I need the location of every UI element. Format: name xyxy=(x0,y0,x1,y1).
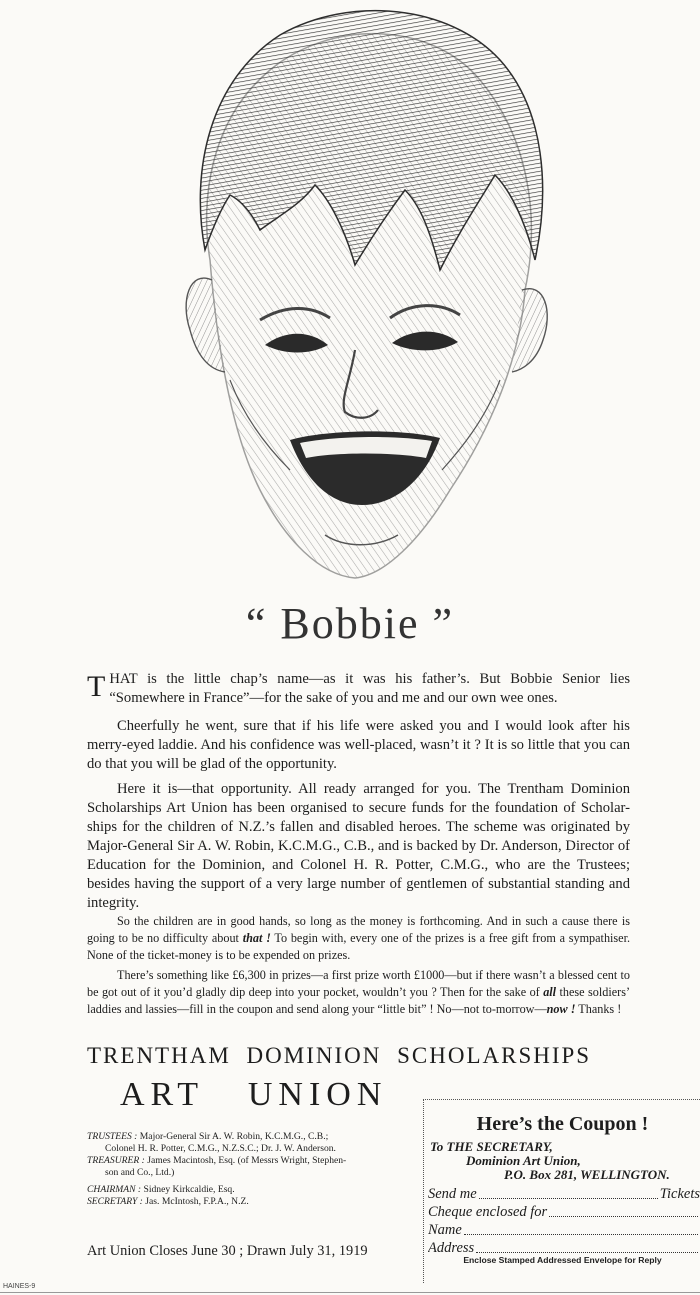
address-dots[interactable] xyxy=(476,1251,698,1253)
name-dots[interactable] xyxy=(464,1233,698,1235)
paragraph-1-text: HAT is the little chap’s name—as it was his father’s. But Bobbie Senior lies “Somewhere in France”—for the sake of you and me and our own wee ones. xyxy=(109,671,630,706)
bobbie-portrait xyxy=(150,0,570,600)
paragraph-4-emph: that ! xyxy=(242,931,271,945)
trustees-role: TRUSTEES : xyxy=(87,1131,138,1142)
paragraph-4-before: So the children are in good hands, so long as the money is forthcoming. And in such a cause there is going to be no difficulty about xyxy=(87,914,630,945)
tickets-label: Tickets xyxy=(659,1186,700,1202)
closing-date: Art Union Closes June 30 ; Drawn July 31, 1919 xyxy=(87,1243,368,1259)
coupon-form xyxy=(423,1099,700,1283)
coupon-address-block xyxy=(430,1140,670,1182)
cheque-field[interactable] xyxy=(428,1204,700,1221)
send-me-label: Send me xyxy=(428,1186,477,1202)
chairman-role: CHAIRMAN : xyxy=(87,1184,142,1195)
coupon-note: Enclose Stamped Addressed Envelope for Reply xyxy=(463,1255,662,1265)
name-field[interactable] xyxy=(428,1222,700,1239)
coupon-org: Dominion Art Union, xyxy=(466,1153,581,1168)
footer-mark: HAINES-9 xyxy=(3,1283,36,1290)
send-me-field[interactable] xyxy=(428,1186,700,1203)
paragraph-5 xyxy=(87,967,630,1029)
paragraph-2 xyxy=(87,717,630,785)
paragraph-5-middle: these soldiers’ laddies and lassies—fill in the coupon and send along your “little bit” ! No—not to-morrow— xyxy=(87,985,631,1016)
treasurer-role: TREASURER : xyxy=(87,1155,145,1166)
coupon-title: Here’s the Coupon ! xyxy=(476,1113,649,1135)
paragraph-3-text: Here it is—that opportunity. All ready arranged for you. The Trentham Dominion Scholarships Art Union has been organised to secure funds for the foundation of Scholar-ships for the children of N.Z.’s fallen and disabled heroes. The scheme was originated by Major-General Sir A. W. Robin, K.C.M.G., C.B., and is backed by Dr. Anderson, Director of Education for the Dominion, and Colonel H. R. Potter, C.M.G., who are the Trustees; besides having the support of a very large number of gentlemen of substantial standing and integrity. xyxy=(87,781,630,911)
cheque-dots[interactable] xyxy=(549,1215,698,1217)
banner-line-1: TRENTHAM DOMINION SCHOLARSHIPS xyxy=(87,1043,592,1068)
name-label: Name xyxy=(428,1222,462,1238)
paragraph-5-emph-all: all xyxy=(543,985,557,999)
paragraph-4 xyxy=(87,913,630,975)
send-me-dots[interactable] xyxy=(479,1197,658,1199)
treasurer-line-1: James Macintosh, Esq. (of Messrs Wright, Stephen- xyxy=(147,1155,347,1166)
secretary-name: Jas. McIntosh, F.P.A., N.Z. xyxy=(145,1196,249,1207)
treasurer-line-2: son and Co., Ltd.) xyxy=(105,1167,175,1178)
secretary-role: SECRETARY : xyxy=(87,1196,143,1207)
cheque-label: Cheque enclosed for xyxy=(428,1204,548,1220)
coupon-to: To THE SECRETARY, xyxy=(430,1139,553,1154)
paragraph-5-before: There’s something like £6,300 in prizes—a first prize worth £1000—but if there wasn’t a blessed cent to be got out of it you’d gladly dip deep into your pocket, wouldn’t you ? Then for the sake of xyxy=(87,968,630,999)
paragraph-2-text: Cheerfully he went, sure that if his life were asked you and I would look after his merry-eyed laddie. And his confidence was well-placed, wasn’t it ? It is so little that you can do that you will be glad of the opportunity. xyxy=(87,718,630,772)
paragraph-1 xyxy=(87,670,630,719)
coupon-box: P.O. Box 281, WELLINGTON. xyxy=(504,1167,670,1182)
headline: “ Bobbie ” xyxy=(245,599,455,648)
trustees-line-1: Major-General Sir A. W. Robin, K.C.M.G., C.B.; xyxy=(139,1131,329,1142)
paragraph-5-emph-now: now ! xyxy=(546,1002,576,1016)
address-label: Address xyxy=(428,1240,475,1256)
chairman-name: Sidney Kirkcaldie, Esq. xyxy=(143,1184,235,1195)
paragraph-4-after: To begin with, every one of the prizes is a free gift from a sympathiser. None of the ticket-money is to be expended on prizes. xyxy=(87,931,631,962)
trustees-line-2: Colonel H. R. Potter, C.M.G., N.Z.S.C.; Dr. J. W. Anderson. xyxy=(105,1143,336,1154)
officers-list xyxy=(87,1131,407,1208)
paragraph-5-after: Thanks ! xyxy=(575,1002,622,1016)
paragraph-3 xyxy=(87,780,630,924)
banner-line-2: ART UNION xyxy=(120,1076,388,1113)
dropcap: T xyxy=(87,670,106,703)
bottom-rule xyxy=(0,1292,700,1293)
